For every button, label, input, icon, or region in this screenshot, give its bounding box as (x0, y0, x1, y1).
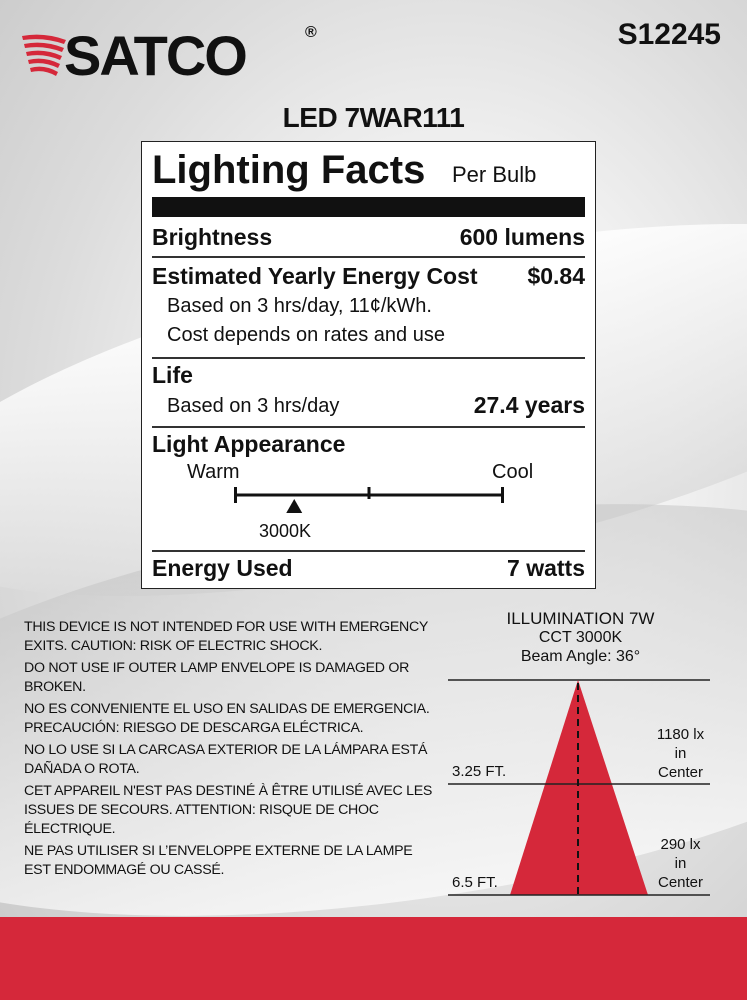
lux-2-block (648, 835, 713, 892)
cool-label: Cool (492, 461, 534, 483)
illumination-title: ILLUMINATION 7W (506, 609, 655, 628)
cct-marker-label: 3000K (259, 521, 312, 541)
product-line2: AR111 (382, 102, 465, 133)
illumination-beam-angle: Beam Angle: 36° (520, 648, 641, 665)
distance-1-label: 3.25 FT. (452, 763, 507, 780)
divider (152, 550, 585, 552)
warning-text-block (24, 618, 434, 883)
energy-used-value: 7 watts (507, 555, 585, 581)
product-title (0, 102, 747, 134)
cost-note-2: Cost depends on rates and use (167, 324, 445, 346)
distance-2-label: 6.5 FT. (452, 874, 498, 891)
cost-note-1: Based on 3 hrs/day, 11¢/kWh. (167, 295, 432, 317)
cost-label: Estimated Yearly Energy Cost (152, 263, 478, 289)
cost-value: $0.84 (527, 263, 585, 289)
illumination-cct: CCT 3000K (538, 629, 623, 646)
bottom-red-band (0, 917, 747, 1000)
warning-fr-1: CET APPAREIL N'EST PAS DESTINÉ À ÊTRE UTILISÉ AVEC LES ISSUES DE SECOURS. ATTENTION: RISQUE DE CHOC ÉLECTRIQUE. (24, 783, 433, 837)
lighting-facts-title: Lighting Facts (152, 148, 426, 192)
product-line1: LED 7W (282, 102, 386, 133)
brightness-value: 600 lumens (459, 224, 585, 250)
satco-logo (20, 18, 317, 88)
brand-name: SATCO (64, 24, 246, 87)
registered-mark: ® (305, 24, 317, 41)
warning-en-1: THIS DEVICE IS NOT INTENDED FOR USE WITH EMERGENCY EXITS. CAUTION: RISK OF ELECTRIC SHOCK. (24, 619, 428, 654)
thick-divider (152, 197, 585, 217)
brightness-label: Brightness (152, 224, 273, 250)
life-note: Based on 3 hrs/day (167, 395, 340, 417)
cct-marker-triangle (286, 499, 302, 513)
lighting-facts-panel (141, 141, 596, 589)
sku-number: S12245 (617, 18, 721, 51)
warm-label: Warm (187, 461, 240, 483)
divider (152, 357, 585, 359)
lux-2-in: in (674, 855, 687, 872)
lux-2-value: 290 lx (660, 836, 701, 853)
divider (152, 426, 585, 428)
light-appearance-label: Light Appearance (152, 431, 346, 457)
divider (152, 256, 585, 258)
satco-logo-mark-icon (20, 30, 68, 78)
illumination-diagram (448, 605, 713, 905)
life-value: 27.4 years (473, 392, 585, 418)
lux-1-center: Center (657, 764, 704, 781)
lux-1-block (648, 725, 713, 782)
lux-1-value: 1180 lx (656, 726, 705, 743)
warning-en-2: DO NOT USE IF OUTER LAMP ENVELOPE IS DAMAGED OR BROKEN. (24, 660, 410, 695)
lux-2-center: Center (657, 874, 704, 891)
life-label: Life (152, 362, 193, 388)
lux-1-in: in (674, 745, 687, 762)
warning-fr-2: NE PAS UTILISER SI L’ENVELOPPE EXTERNE DE LA LAMPE EST ENDOMMAGÉ OU CASSÉ. (24, 843, 413, 878)
per-bulb-label: Per Bulb (452, 162, 537, 187)
warning-es-1: NO ES CONVENIENTE EL USO EN SALIDAS DE EMERGENCIA. PRECAUCIÓN: RIESGO DE DESCARGA ELÉCTRICA. (24, 701, 430, 736)
energy-used-label: Energy Used (152, 555, 293, 581)
warning-es-2: NO LO USE SI LA CARCASA EXTERIOR DE LA LÁMPARA ESTÁ DAÑADA O ROTA. (24, 742, 428, 777)
